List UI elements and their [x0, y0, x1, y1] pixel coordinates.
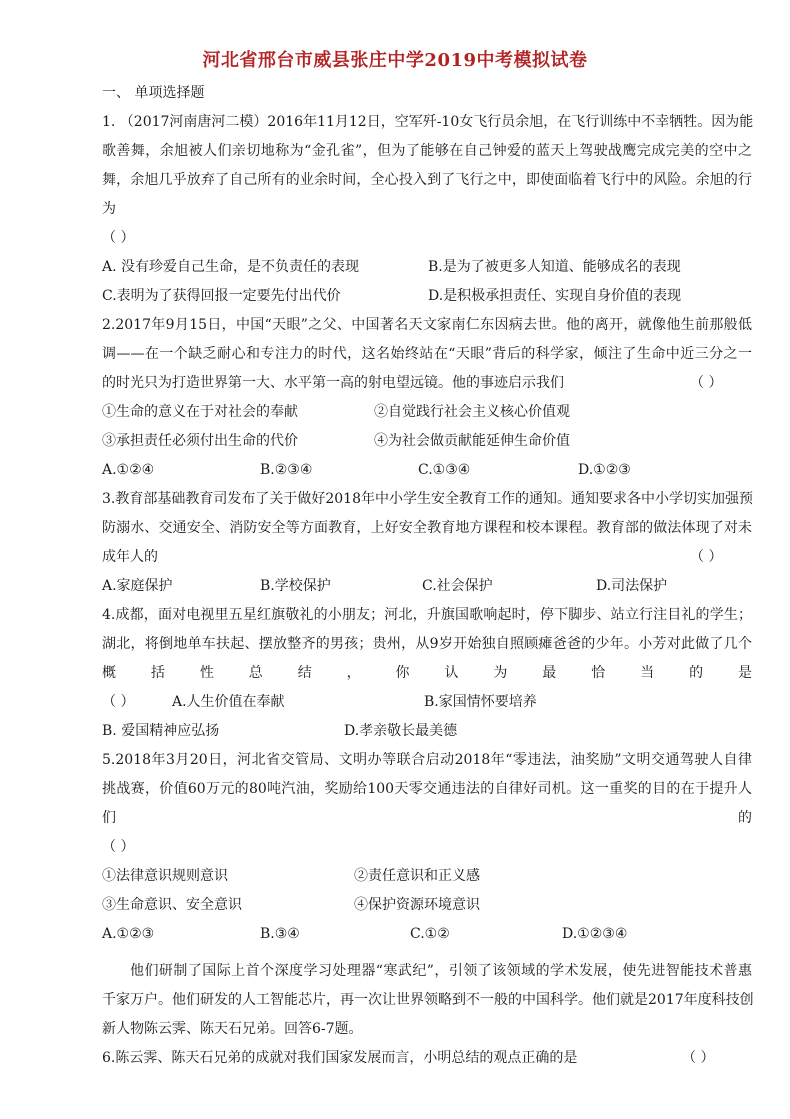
q4-option-c: B. 爱国精神应弘扬	[102, 723, 220, 739]
q4-word: 概	[102, 665, 116, 681]
q1-line-2: 歌善舞，余旭被人们亲切地称为“金孔雀”，但为了能够在自己钟爱的蓝天上驾驶战鹰完成完美的空中之	[102, 143, 752, 159]
q4-word: 是	[737, 665, 752, 681]
q1-option-b: B.是为了被更多人知道、能够成名的表现	[428, 259, 681, 275]
section-heading: 一、 单项选择题	[102, 85, 205, 101]
q2-answer-paren: （ ）	[690, 375, 723, 391]
material-line-3: 新人物陈云霁、陈天石兄弟。回答6-7题。	[102, 1021, 363, 1037]
q1-line-3: 舞，余旭几乎放弃了自己所有的业余时间，全心投入到了飞行之中，即使面临着飞行中的风险。余旭的行	[102, 172, 752, 188]
q3-option-c: C.社会保护	[422, 578, 493, 594]
q6-line-1: 6.陈云霁、陈天石兄弟的成就对我们国家发展而言，小明总结的观点正确的是	[102, 1050, 578, 1066]
q4-word: ，	[346, 665, 361, 681]
q2-line-1: 2.2017年9月15日，中国“天眼”之父、中国著名天文家南仁东因病去世。他的离开，就像他生前那般低	[102, 317, 752, 333]
q2-option-c: C.①③④	[418, 462, 471, 478]
q1-answer-paren: （ ）	[102, 230, 135, 246]
q4-option-d: D.孝亲敬长最美德	[344, 723, 458, 739]
q4-word: 为	[493, 665, 508, 681]
q5-statement-4: ④保护资源环境意识	[354, 897, 480, 913]
q4-word: 性	[199, 665, 214, 681]
q4-option-a: A.人生价值在奉献	[172, 694, 285, 710]
q1-line-4: 为	[102, 201, 116, 217]
q2-line-3: 的时光只为打造世界第一大、水平第一高的射电望远镜。他的事迹启示我们	[102, 375, 564, 391]
q5-statement-1: ①法律意识规则意识	[102, 868, 228, 884]
q4-word: 括	[150, 665, 165, 681]
q2-option-d: D.①②③	[578, 462, 631, 478]
material-line-2: 千家万户。他们研发的人工智能芯片，再一次让世界领略到不一般的中国科学。他们就是2017年度科技创	[102, 992, 754, 1008]
q5-line-3-start: 们	[102, 810, 116, 826]
q2-option-b: B.②③④	[260, 462, 313, 478]
q2-statement-1: ①生命的意义在于对社会的奉献	[102, 404, 298, 420]
q2-line-2: 调——在一个缺乏耐心和专注力的时代，这名始终站在“天眼”背后的科学家，倾注了生命中近三分之一	[102, 346, 752, 362]
q2-statement-4: ④为社会做贡献能延伸生命价值	[374, 433, 570, 449]
q5-line-3-end: 的	[738, 810, 752, 826]
q1-option-d: D.是积极承担责任、实现自身价值的表现	[428, 288, 682, 304]
q4-word: 结	[297, 665, 312, 681]
material-line-1: 他们研制了国际上首个深度学习处理器“寒武纪”，引领了该领域的学术发展，使先进智能技术普惠	[130, 963, 752, 979]
q3-answer-paren: （ ）	[690, 549, 723, 565]
q5-option-a: A.①②③	[102, 926, 155, 942]
q4-line-1: 4.成都，面对电视里五星红旗敬礼的小朋友；河北，升旗国歌响起时，停下脚步、站立行注目礼的学生；	[102, 607, 752, 623]
q5-line-1: 5.2018年3月20日，河北省交管局、文明办等联合启动2018年“零违法，油奖励”文明交通驾驶人自律	[102, 752, 752, 768]
q4-word: 你	[395, 665, 410, 681]
q3-line-3: 成年人的	[102, 549, 158, 565]
q4-answer-paren: （ ）	[102, 694, 135, 710]
q5-option-b: B.③④	[260, 926, 300, 942]
q3-option-d: D.司法保护	[596, 578, 668, 594]
q4-word: 认	[444, 665, 459, 681]
q1-option-c: C.表明为了获得回报一定要先付出代价	[102, 288, 341, 304]
q4-word: 最	[542, 665, 557, 681]
q5-line-2: 挑战赛，价值60万元的80吨汽油，奖励给100天零交通违法的自律好司机。这一重奖的目的在于提升人	[102, 781, 752, 797]
q4-line-2: 湖北，将倒地单车扶起、摆放整齐的男孩；贵州，从9岁开始独自照顾瘫爸爸的少年。小芳对此做了几个	[102, 636, 752, 652]
q4-option-b: B.家国情怀要培养	[424, 694, 537, 710]
exam-title: 河北省邢台市威县张庄中学2019中考模拟试卷	[202, 50, 588, 71]
q4-word: 总	[248, 665, 263, 681]
q2-option-a: A.①②④	[102, 462, 155, 478]
q3-line-1: 3.教育部基础教育司发布了关于做好2018年中小学生安全教育工作的通知。通知要求各中小学切实加强预	[102, 491, 753, 507]
q5-option-c: C.①②	[410, 926, 450, 942]
q5-statement-3: ③生命意识、安全意识	[102, 897, 242, 913]
q4-word: 的	[689, 665, 704, 681]
q3-line-2: 防溺水、交通安全、消防安全等方面教育，上好安全教育地方课程和校本课程。教育部的做法体现了对未	[102, 520, 752, 536]
q5-option-d: D.①②③④	[562, 926, 628, 942]
q5-answer-paren: （ ）	[102, 839, 135, 855]
q2-statement-2: ②自觉践行社会主义核心价值观	[374, 404, 570, 420]
q4-word: 当	[640, 665, 655, 681]
q1-option-a: A. 没有珍爱自己生命，是不负责任的表现	[102, 259, 360, 275]
q5-statement-2: ②责任意识和正义感	[354, 868, 480, 884]
q4-line-3	[102, 664, 752, 682]
q1-line-1: 1. （2017河南唐河二模）2016年11月12日，空军歼-10女飞行员余旭，在飞行训练中不幸牺牲。因为能	[102, 114, 754, 130]
q6-answer-paren: （ ）	[682, 1050, 715, 1066]
q3-option-a: A.家庭保护	[102, 578, 173, 594]
q2-statement-3: ③承担责任必须付出生命的代价	[102, 433, 298, 449]
q4-word: 恰	[591, 665, 606, 681]
q3-option-b: B.学校保护	[260, 578, 331, 594]
